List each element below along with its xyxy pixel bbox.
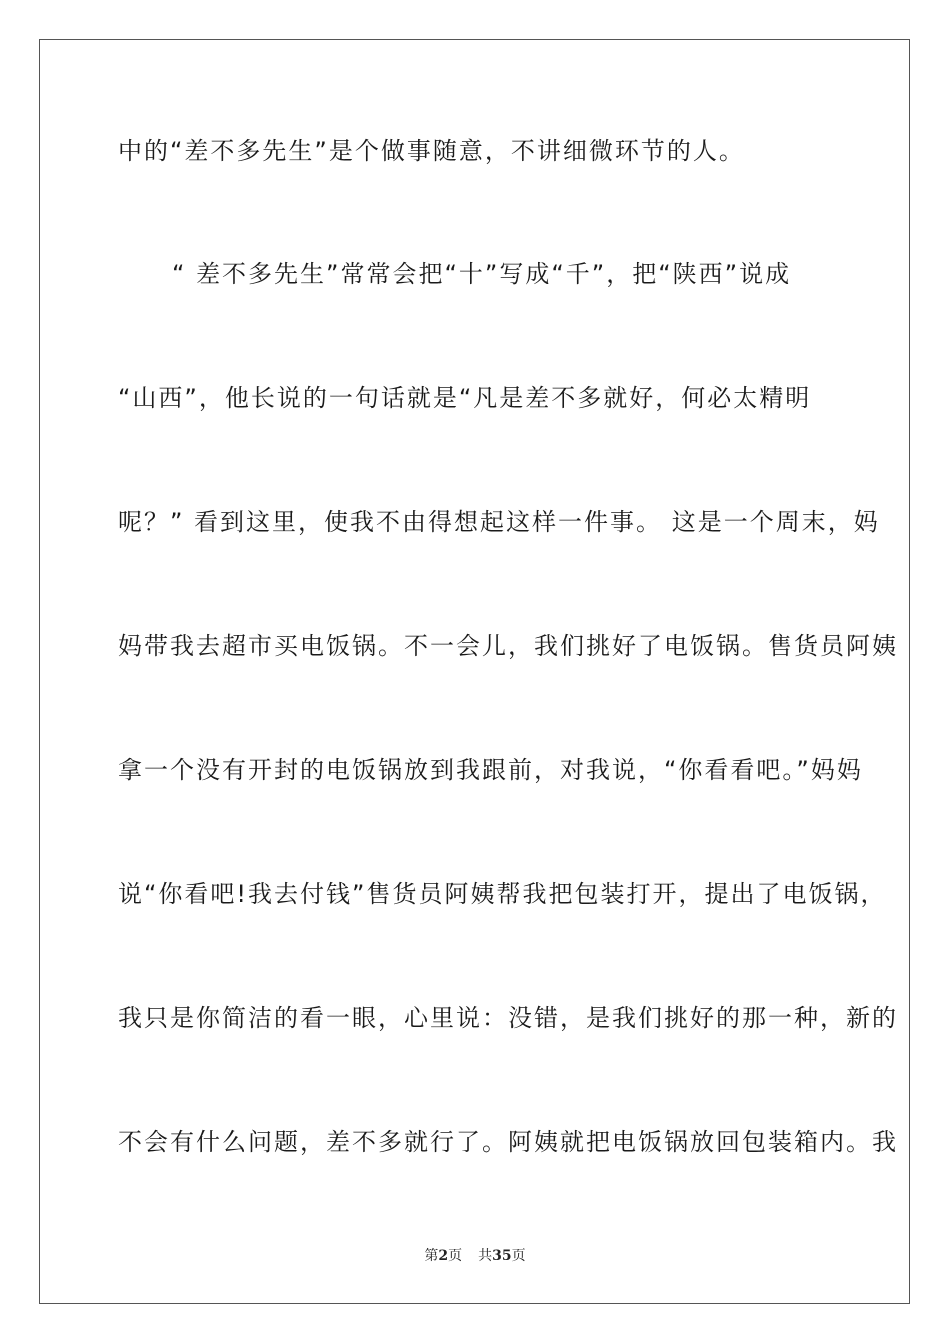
body-text-line: 说“你看吧!我去付钱”售货员阿姨帮我把包装打开，提出了电饭锅，: [118, 880, 887, 908]
page-border: [39, 39, 910, 1304]
total-suffix: 页: [511, 1248, 526, 1264]
body-text-line: 呢？” 看到这里，使我不由得想起这样一件事。 这是一个周末，妈: [118, 508, 880, 536]
body-text-line: “山西”，他长说的一句话就是“凡是差不多就好，何必太精明: [118, 384, 812, 412]
total-pages-number: 35: [492, 1248, 512, 1264]
current-page-number: 2: [438, 1248, 449, 1264]
body-text-line: 我只是你简洁的看一眼，心里说：没错，是我们挑好的那一种，新的: [118, 1004, 898, 1032]
page-prefix: 第: [424, 1248, 439, 1264]
body-text-line: 拿一个没有开封的电饭锅放到我跟前，对我说，“你看看吧。”妈妈: [118, 756, 863, 784]
body-text-line: 中的“差不多先生”是个做事随意，不讲细微环节的人。: [118, 137, 745, 165]
body-text-line: “ 差不多先生”常常会把“十”写成“千”，把“陕西”说成: [172, 260, 792, 288]
page-suffix: 页: [448, 1248, 463, 1264]
body-text-line: 妈带我去超市买电饭锅。不一会儿，我们挑好了电饭锅。售货员阿姨: [118, 632, 898, 660]
body-text-line: 不会有什么问题，差不多就行了。阿姨就把电饭锅放回包装箱内。我: [118, 1128, 898, 1156]
total-prefix: 共: [478, 1248, 493, 1264]
page-footer: [0, 1247, 950, 1265]
